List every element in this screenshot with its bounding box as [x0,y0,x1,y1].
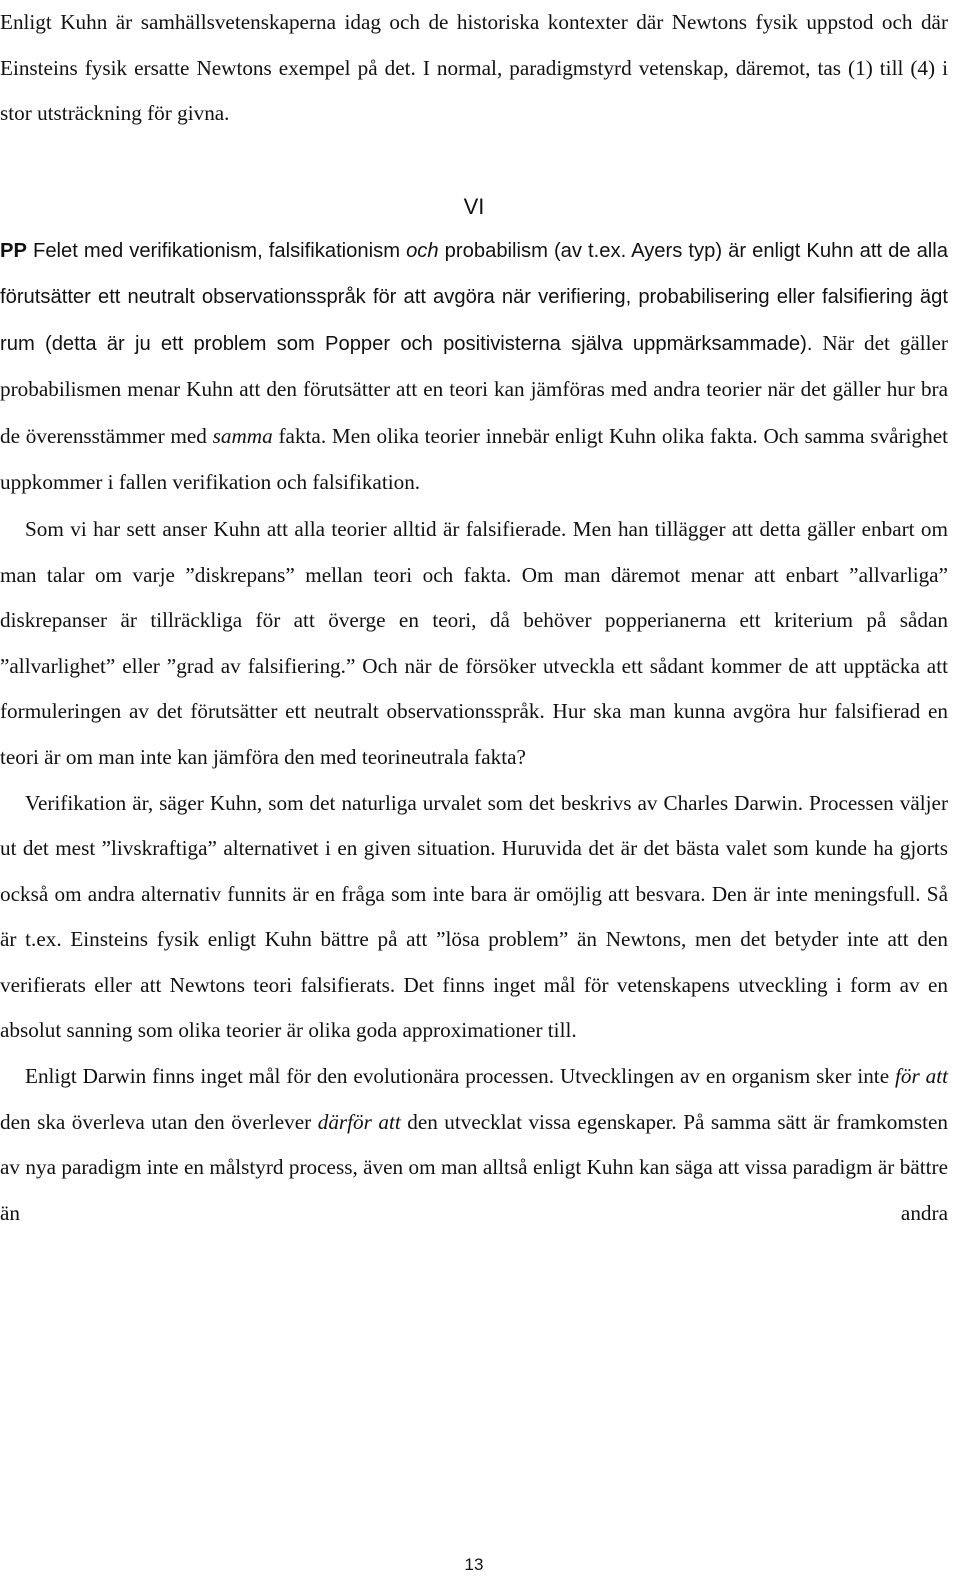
paragraph-4: Verifikation är, säger Kuhn, som det naturliga urvalet som det beskrivs av Charles Darwin. Processen väljer ut det mest ”livskraftiga” alternativet i en given situation. Huruvida det är det bästa valet som kunde ha gjorts också om andra alternativ funnits är en fråga som inte bara är omöjlig att besvara. Den är inte meningsfull. Så är t.ex. Einsteins fysik enligt Kuhn bättre på att ”lösa problem” än Newtons, men det betyder inte att den verifierats eller att Newtons teori falsifierats. Det finns inget mål för vetenskapens utveckling i form av en absolut sanning som olika teorier är olika goda approximationer till. [0,790,948,1043]
text-run: När det gäller probabilismen menar Kuhn att den förutsätter att en teori kan jämföras med andra teorier när det gäller hur bra de överensstämmer med [0,330,948,448]
text-run: probabilism (av t.ex. Ayers typ) är enligt Kuhn att de alla förutsätter ett neutralt observationsspråk för att avgöra när verifiering, probabilisering eller falsifiering ägt rum (detta är ju ett problem som Popper och positivisterna själva uppmärksammade). [0,240,948,355]
text-run: fakta. Men olika teorier innebär enligt Kuhn olika fakta. Och samma svårighet uppkommer i fallen verifikation och falsifikation. [0,423,948,495]
emphasis: därför att [317,1109,401,1134]
text-run: den ska överleva utan den överlever [0,1109,318,1134]
emphasis: för att [895,1064,948,1089]
section-heading: VI [463,193,485,219]
text-run: den utvecklat vissa egenskaper. På samma sätt är framkomsten av nya paradigm inte en målstyrd process, även om man alltså enligt Kuhn kan säga att vissa paradigm är bättre än andra [0,1109,948,1225]
emphasis: och [406,240,439,263]
paragraph-3: Som vi har sett anser Kuhn att alla teorier alltid är falsifierade. Men han tillägger att detta gäller enbart om man talar om varje ”diskrepans” mellan teori och fakta. Om man däremot menar att enbart ”allvarliga” diskrepanser är tillräckliga för att överge en teori, då behöver popperianerna ett kriterium på sådan ”allvarlighet” eller ”grad av falsifiering.” Och när de försöker utveckla ett sådant kommer de att upptäcka att formuleringen av det förutsätter ett neutralt observationsspråk. Hur ska man kunna avgöra hur falsifierad en teori är om man inte kan jämföra den med teorineutrala fakta? [0,516,948,769]
text-run: Enligt Darwin finns inget mål för den evolutionära processen. Utvecklingen av en organism sker inte [25,1064,895,1089]
paragraph-1: Enligt Kuhn är samhällsvetenskaperna idag och de historiska kontexter där Newtons fysik uppstod och där Einsteins fysik ersatte Newtons exempel på det. I normal, paradigmstyrd vetenskap, däremot, tas (1) till (4) i stor utsträckning för givna. [0,10,948,126]
text-run: Felet med verifikationism, falsifikationism [26,240,407,263]
paragraph-5 [0,1054,948,1236]
paragraph-label: PP [0,240,27,263]
paragraph-2 [0,229,948,507]
page-number: 13 [464,1555,484,1574]
emphasis: samma [212,423,273,448]
